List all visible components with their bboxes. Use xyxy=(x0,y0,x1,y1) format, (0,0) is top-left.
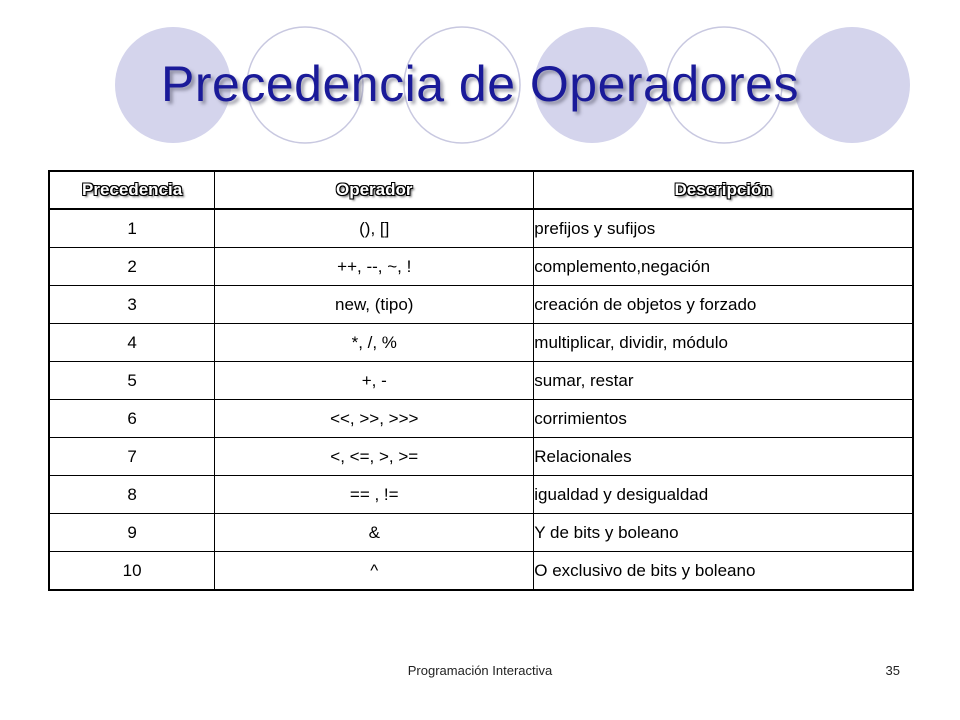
operator-cell: == , != xyxy=(215,476,534,514)
operator-cell: <<, >>, >>> xyxy=(215,400,534,438)
description-cell: sumar, restar xyxy=(534,362,913,400)
description-cell: igualdad y desigualdad xyxy=(534,476,913,514)
precedence-cell: 4 xyxy=(49,324,215,362)
table-row xyxy=(49,438,913,476)
description-cell: prefijos y sufijos xyxy=(534,209,913,248)
operator-cell: new, (tipo) xyxy=(215,286,534,324)
precedence-cell: 9 xyxy=(49,514,215,552)
header-precedencia: Precedencia xyxy=(49,171,215,209)
table-row xyxy=(49,362,913,400)
description-cell: Relacionales xyxy=(534,438,913,476)
table-row xyxy=(49,248,913,286)
precedence-cell: 5 xyxy=(49,362,215,400)
table-row xyxy=(49,552,913,591)
operator-cell: ^ xyxy=(215,552,534,591)
table-row xyxy=(49,400,913,438)
operator-cell: (), [] xyxy=(215,209,534,248)
precedence-cell: 3 xyxy=(49,286,215,324)
precedence-cell: 7 xyxy=(49,438,215,476)
precedence-cell: 2 xyxy=(49,248,215,286)
header-operador: Operador xyxy=(215,171,534,209)
table-row xyxy=(49,476,913,514)
operator-cell: +, - xyxy=(215,362,534,400)
page-number: 35 xyxy=(885,663,900,678)
operator-precedence-table xyxy=(48,170,914,591)
operator-cell: ++, --, ~, ! xyxy=(215,248,534,286)
table-row xyxy=(49,209,913,248)
header-descripcion: Descripción xyxy=(534,171,913,209)
description-cell: creación de objetos y forzado xyxy=(534,286,913,324)
table-row xyxy=(49,286,913,324)
operator-cell: *, /, % xyxy=(215,324,534,362)
precedence-cell: 1 xyxy=(49,209,215,248)
precedence-cell: 6 xyxy=(49,400,215,438)
operator-cell: <, <=, >, >= xyxy=(215,438,534,476)
precedence-cell: 8 xyxy=(49,476,215,514)
description-cell: corrimientos xyxy=(534,400,913,438)
description-cell: multiplicar, dividir, módulo xyxy=(534,324,913,362)
precedence-cell: 10 xyxy=(49,552,215,591)
table-header-row xyxy=(49,171,913,209)
slide-title: Precedencia de Operadores xyxy=(161,56,799,112)
footer-text: Programación Interactiva xyxy=(407,663,553,678)
table-row xyxy=(49,324,913,362)
description-cell: O exclusivo de bits y boleano xyxy=(534,552,913,591)
operator-cell: & xyxy=(215,514,534,552)
description-cell: complemento,negación xyxy=(534,248,913,286)
description-cell: Y de bits y boleano xyxy=(534,514,913,552)
table-row xyxy=(49,514,913,552)
